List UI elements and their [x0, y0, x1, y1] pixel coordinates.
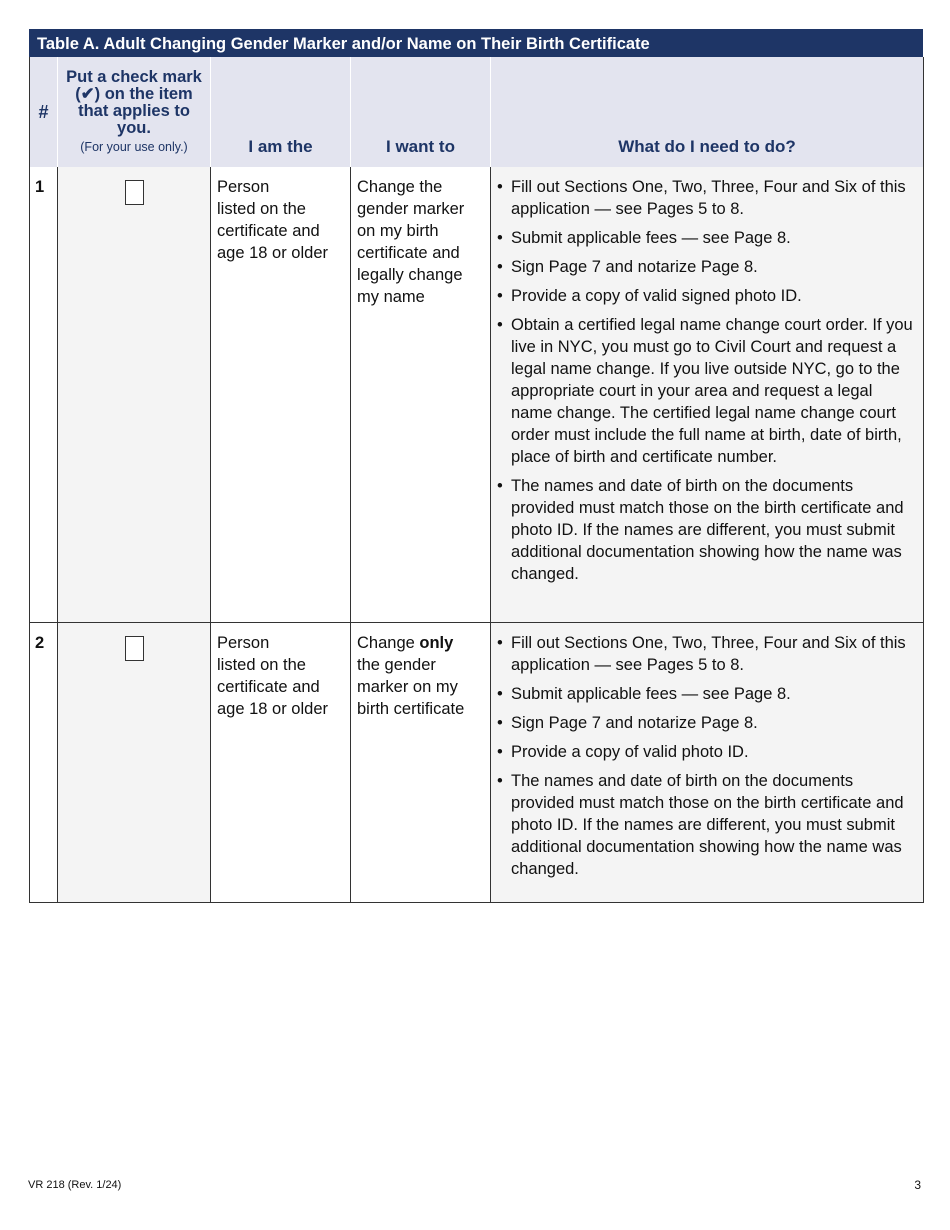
i-want-cell [351, 167, 491, 622]
steps-list [497, 176, 917, 585]
header-i-want-to: I want to [351, 57, 491, 167]
row-1-checkbox[interactable] [125, 180, 144, 205]
i-am-line: age 18 or older [217, 244, 328, 262]
i-want-cell [351, 622, 491, 902]
i-want-emphasis: only [419, 633, 454, 652]
row-2-checkbox[interactable] [125, 636, 144, 661]
i-want-line: Change the [357, 178, 443, 196]
i-want-line: certificate and [357, 244, 460, 262]
checkbox-cell [58, 622, 211, 902]
i-want-line: the gender [357, 655, 436, 674]
row-number: 2 [30, 622, 58, 902]
i-am-cell [211, 167, 351, 622]
step-item: • Provide a copy of valid photo ID. [497, 741, 917, 763]
table-title: Table A. Adult Changing Gender Marker and/or Name on Their Birth Certificate [29, 29, 923, 57]
i-want-line: gender marker [357, 200, 465, 218]
step-item: • The names and date of birth on the documents provided must match those on the birth certificate and photo ID. If the names are different, you must submit additional documentation showing how the name was changed. [497, 770, 917, 880]
step-item: • Submit applicable fees — see Page 8. [497, 683, 917, 705]
i-want-line: marker on my [357, 677, 458, 696]
step-item: • Obtain a certified legal name change court order. If you live in NYC, you must go to Civil Court and request a legal name change. If you live outside NYC, go to the appropriate court in your area and request a legal name change. The certified legal name change court order must include the full name at birth, date of birth, place of birth and certificate number. [497, 314, 917, 468]
page-number: 3 [914, 1178, 921, 1192]
i-am-line: certificate and [217, 222, 320, 240]
i-want-line: my name [357, 288, 425, 306]
header-check [58, 57, 211, 167]
header-what-to-do: What do I need to do? [491, 57, 924, 167]
step-item: • Fill out Sections One, Two, Three, Four and Six of this application — see Pages 5 to 8. [497, 176, 917, 220]
steps-list [497, 632, 917, 880]
requirements-table [29, 57, 924, 903]
header-i-am-the: I am the [211, 57, 351, 167]
i-want-line: birth certificate [357, 699, 465, 718]
step-item: • Sign Page 7 and notarize Page 8. [497, 256, 917, 278]
step-item: • Provide a copy of valid signed photo ID. [497, 285, 917, 307]
step-item: • Submit applicable fees — see Page 8. [497, 227, 917, 249]
row-number: 1 [30, 167, 58, 622]
i-want-prefix: Change [357, 633, 420, 652]
step-item: • Sign Page 7 and notarize Page 8. [497, 712, 917, 734]
i-am-line: certificate and [217, 677, 320, 696]
i-am-line: Person [217, 178, 270, 196]
i-want-line: legally change [357, 266, 463, 284]
steps-cell [491, 622, 924, 902]
i-want-line-first [357, 632, 484, 654]
header-number: # [30, 57, 58, 167]
step-item: • The names and date of birth on the documents provided must match those on the birth certificate and photo ID. If the names are different, you must submit additional documentation showing how the name was changed. [497, 475, 917, 585]
step-item: • Fill out Sections One, Two, Three, Four and Six of this application — see Pages 5 to 8. [497, 632, 917, 676]
table-row [30, 167, 924, 622]
i-am-cell [211, 622, 351, 902]
table-header-row [30, 57, 924, 167]
header-check-note: (For your use only.) [80, 139, 188, 154]
i-am-line: listed on the [217, 200, 306, 218]
checkbox-cell [58, 167, 211, 622]
header-check-instruction: Put a check mark (✔) on the item that applies to you. [66, 67, 202, 137]
i-am-line: Person [217, 633, 270, 652]
form-id: VR 218 (Rev. 1/24) [28, 1179, 122, 1191]
table-row [30, 622, 924, 902]
i-am-line: listed on the [217, 655, 306, 674]
steps-cell [491, 167, 924, 622]
i-am-line: age 18 or older [217, 699, 328, 718]
requirements-table-section [29, 29, 923, 903]
i-want-line: on my birth [357, 222, 439, 240]
